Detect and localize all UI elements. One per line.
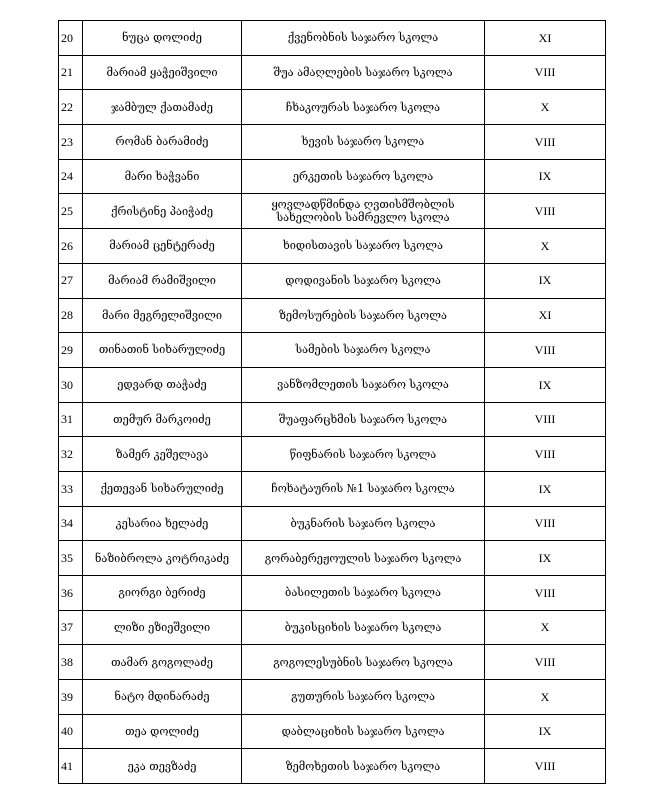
student-name-cell: ნაზიბროლა კოტრიკაძე bbox=[83, 541, 242, 576]
student-name-cell: ლიზი ეზიეშვილი bbox=[83, 610, 242, 645]
row-number-cell: 40 bbox=[59, 714, 83, 749]
row-number-cell: 32 bbox=[59, 437, 83, 472]
school-name-cell: დაბლაციხის საჯარო სკოლა bbox=[242, 714, 485, 749]
grade-cell: VIII bbox=[485, 333, 606, 368]
school-name-cell: ბასილეთის საჯარო სკოლა bbox=[242, 576, 485, 611]
student-name-cell: მარი ხაჭვანი bbox=[83, 159, 242, 194]
grade-cell: VIII bbox=[485, 125, 606, 160]
grade-cell: VIII bbox=[485, 645, 606, 680]
row-number-cell: 31 bbox=[59, 402, 83, 437]
table-row bbox=[59, 437, 606, 472]
student-name-cell: თემურ მარკოიძე bbox=[83, 402, 242, 437]
row-number-cell: 22 bbox=[59, 90, 83, 125]
grade-cell: XI bbox=[485, 298, 606, 333]
student-name-cell: თეა დოლიძე bbox=[83, 714, 242, 749]
grade-cell: IX bbox=[485, 367, 606, 402]
table-row bbox=[59, 55, 606, 90]
school-name-cell: ქვენობნის საჯარო სკოლა bbox=[242, 21, 485, 56]
table-row bbox=[59, 125, 606, 160]
grade-cell: VIII bbox=[485, 749, 606, 784]
table-row bbox=[59, 714, 606, 749]
row-number-cell: 26 bbox=[59, 229, 83, 264]
table-row bbox=[59, 749, 606, 784]
row-number-cell: 41 bbox=[59, 749, 83, 784]
school-name-cell: ბუკისციხის საჯარო სკოლა bbox=[242, 610, 485, 645]
student-table bbox=[58, 20, 606, 784]
table-row bbox=[59, 333, 606, 368]
school-name-cell: სამების საჯარო სკოლა bbox=[242, 333, 485, 368]
student-name-cell: მარიამ ცენტერაძე bbox=[83, 229, 242, 264]
school-name-cell: ჩოხატაურის №1 საჯარო სკოლა bbox=[242, 471, 485, 506]
table-row bbox=[59, 90, 606, 125]
row-number-cell: 27 bbox=[59, 263, 83, 298]
grade-cell: IX bbox=[485, 263, 606, 298]
student-name-cell: ზამერ კეშელავა bbox=[83, 437, 242, 472]
row-number-cell: 38 bbox=[59, 645, 83, 680]
student-name-cell: მარიამ ყაჭეიშვილი bbox=[83, 55, 242, 90]
school-name-cell: გორაბერეჟოულის საჯარო სკოლა bbox=[242, 541, 485, 576]
student-name-cell: ნუცა დოლიძე bbox=[83, 21, 242, 56]
grade-cell: VIII bbox=[485, 55, 606, 90]
table-row bbox=[59, 229, 606, 264]
row-number-cell: 37 bbox=[59, 610, 83, 645]
table-row bbox=[59, 645, 606, 680]
row-number-cell: 24 bbox=[59, 159, 83, 194]
row-number-cell: 34 bbox=[59, 506, 83, 541]
school-name-cell: ჩხაკოურას საჯარო სკოლა bbox=[242, 90, 485, 125]
school-name-cell: შუა ამაღლების საჯარო სკოლა bbox=[242, 55, 485, 90]
row-number-cell: 21 bbox=[59, 55, 83, 90]
school-name-cell: ზემოსურების საჯარო სკოლა bbox=[242, 298, 485, 333]
row-number-cell: 39 bbox=[59, 680, 83, 715]
grade-cell: VIII bbox=[485, 194, 606, 229]
row-number-cell: 20 bbox=[59, 21, 83, 56]
grade-cell: IX bbox=[485, 159, 606, 194]
school-name-cell: წიფნარის საჯარო სკოლა bbox=[242, 437, 485, 472]
grade-cell: IX bbox=[485, 541, 606, 576]
school-name-cell: ბუკნარის საჯარო სკოლა bbox=[242, 506, 485, 541]
row-number-cell: 30 bbox=[59, 367, 83, 402]
student-name-cell: ედვარდ თაჭაძე bbox=[83, 367, 242, 402]
grade-cell: X bbox=[485, 680, 606, 715]
table-body bbox=[59, 21, 606, 784]
grade-cell: IX bbox=[485, 471, 606, 506]
grade-cell: X bbox=[485, 610, 606, 645]
student-name-cell: რომან ბარამიძე bbox=[83, 125, 242, 160]
student-name-cell: მარიამ რამიშვილი bbox=[83, 263, 242, 298]
student-name-cell: გიორგი ბერიძე bbox=[83, 576, 242, 611]
school-name-cell: ხიდისთავის საჯარო სკოლა bbox=[242, 229, 485, 264]
row-number-cell: 33 bbox=[59, 471, 83, 506]
student-name-cell: ნატო მდინარაძე bbox=[83, 680, 242, 715]
table-row bbox=[59, 298, 606, 333]
table-row bbox=[59, 159, 606, 194]
school-name-cell: გოგოლესუბნის საჯარო სკოლა bbox=[242, 645, 485, 680]
row-number-cell: 35 bbox=[59, 541, 83, 576]
school-name-cell: ვანზომლეთის საჯარო სკოლა bbox=[242, 367, 485, 402]
school-name-cell: ზემოხეთის საჯარო სკოლა bbox=[242, 749, 485, 784]
table-row bbox=[59, 471, 606, 506]
table-row bbox=[59, 194, 606, 229]
row-number-cell: 36 bbox=[59, 576, 83, 611]
table-row bbox=[59, 576, 606, 611]
grade-cell: VIII bbox=[485, 402, 606, 437]
student-name-cell: ქეთევან სიხარულიძე bbox=[83, 471, 242, 506]
school-name-cell: შუაფარცხმის საჯარო სკოლა bbox=[242, 402, 485, 437]
row-number-cell: 25 bbox=[59, 194, 83, 229]
school-name-cell: ხევის საჯარო სკოლა bbox=[242, 125, 485, 160]
student-name-cell: კესარია ხელაძე bbox=[83, 506, 242, 541]
student-name-cell: თინათინ სიხარულიძე bbox=[83, 333, 242, 368]
grade-cell: VIII bbox=[485, 576, 606, 611]
school-name-cell: ერკეთის საჯარო სკოლა bbox=[242, 159, 485, 194]
row-number-cell: 28 bbox=[59, 298, 83, 333]
table-row bbox=[59, 680, 606, 715]
student-name-cell: მარი მეგრელიშვილი bbox=[83, 298, 242, 333]
school-name-cell: გუთურის საჯარო სკოლა bbox=[242, 680, 485, 715]
table-row bbox=[59, 367, 606, 402]
grade-cell: VIII bbox=[485, 437, 606, 472]
row-number-cell: 23 bbox=[59, 125, 83, 160]
grade-cell: X bbox=[485, 90, 606, 125]
school-name-cell: ყოვლადწმინდა ღვთისმშობლის სახელობის სამრევლო სკოლა bbox=[242, 194, 485, 229]
table-row bbox=[59, 610, 606, 645]
student-name-cell: ეკა თევზაძე bbox=[83, 749, 242, 784]
row-number-cell: 29 bbox=[59, 333, 83, 368]
table-row bbox=[59, 402, 606, 437]
grade-cell: VIII bbox=[485, 506, 606, 541]
table-row bbox=[59, 21, 606, 56]
grade-cell: X bbox=[485, 229, 606, 264]
grade-cell: IX bbox=[485, 714, 606, 749]
school-name-cell: დოდივანის საჯარო სკოლა bbox=[242, 263, 485, 298]
student-name-cell: ქრისტინე პაიჭაძე bbox=[83, 194, 242, 229]
student-name-cell: თამარ გოგოლაძე bbox=[83, 645, 242, 680]
table-row bbox=[59, 506, 606, 541]
table-row bbox=[59, 541, 606, 576]
table-row bbox=[59, 263, 606, 298]
grade-cell: XI bbox=[485, 21, 606, 56]
student-name-cell: ჯამბულ ქათამაძე bbox=[83, 90, 242, 125]
